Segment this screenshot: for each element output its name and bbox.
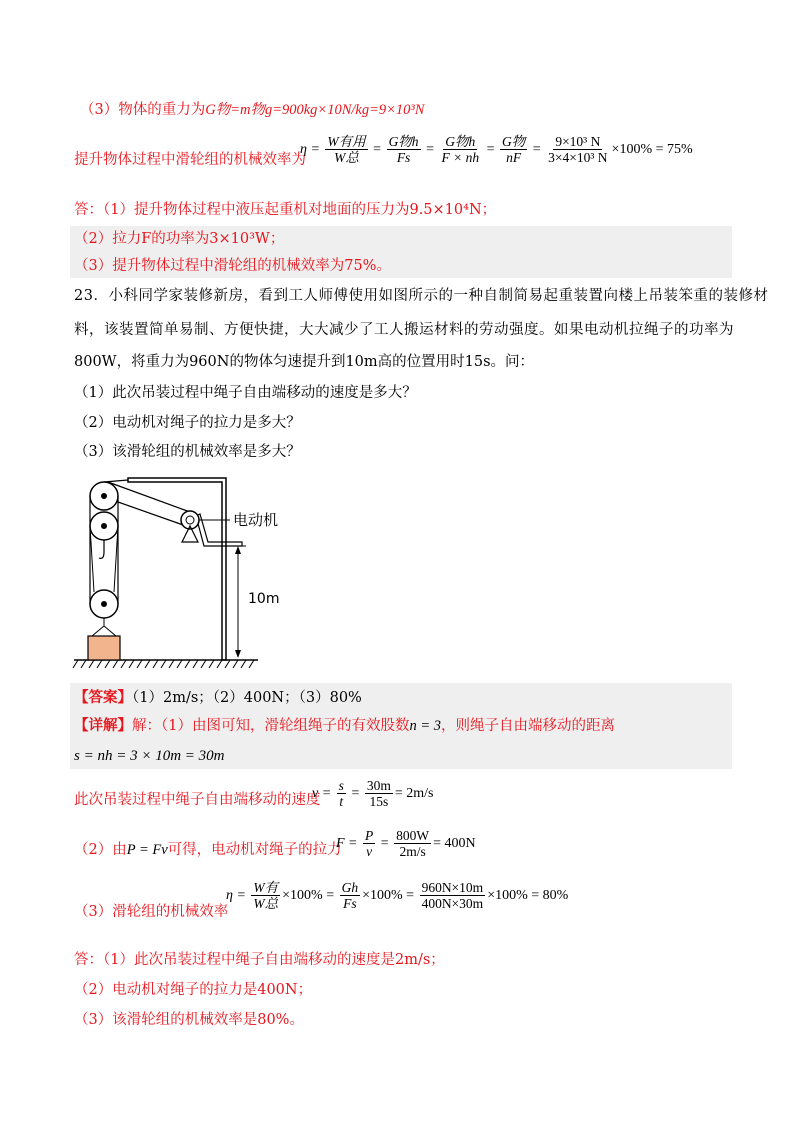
question-sub-2: （2）电动机对绳子的拉力是多大？: [74, 415, 301, 431]
velocity-formula: v = $\frac{s}{t}$ = $\frac{30m}{15s}$ = 2m/s: [312, 778, 434, 810]
prev-answer-1: 答：（1）提升物体过程中液压起重机对地面的压力为9.5×10⁴N；: [74, 202, 497, 218]
efficiency-formula: η = $\frac{\text{W有用}}{\text{W总}}$ = $\frac{\text{G物h}}{Fs}$ = $\frac{\text{G物h}}{F \times nh}$ = $\frac{\text{G物}}{nF}$ = $\frac{\text{9×10³ N}}{\text{3×4×10³ N}}$ ×100% = 75%: [300, 134, 693, 166]
ground-hatch: [73, 660, 254, 668]
frame: [128, 478, 226, 660]
detail-line: 【详解】解：（1）由图可知，滑轮组绳子的有效股数n = 3，则绳子自由端移动的距离: [74, 717, 616, 734]
final-answer-2: （2）电动机对绳子的拉力是400N；: [74, 982, 313, 998]
force-line: （2）由P = Fv可得，电动机对绳子的拉力: [74, 842, 342, 858]
question-sub-3: （3）该滑轮组的机械效率是多大？: [74, 444, 301, 460]
force-formula: F = $\frac{P}{v}$ = $\frac{800W}{2m/s}$ = 400N: [336, 828, 476, 860]
crane-pulley-figure: [70, 468, 350, 680]
final-answer-3: （3）该滑轮组的机械效率是80%。: [74, 1012, 304, 1028]
answer-line: 【答案】（1）2m/s；（2）400N；（3）80%: [74, 689, 362, 706]
prev-answer-2: （2）拉力F的功率为3×10³W；: [74, 231, 285, 247]
motor-label: 电动机: [233, 511, 279, 529]
velocity-label: 此次吊装过程中绳子自由端移动的速度: [74, 792, 321, 808]
height-label: 10m: [248, 591, 280, 607]
question-line-1: 23．小科同学家装修新房，看到工人师傅使用如图所示的一种自制简易起重装置向楼上吊装笨重的装修材: [74, 288, 769, 304]
weight-line: （3）物体的重力为G物=m物g=900kg×10N/kg=9×10³N: [80, 102, 425, 118]
efficiency2-label: （3）滑轮组的机械效率: [74, 904, 229, 920]
question-line-2: 料，该装置简单易制、方便快捷，大大减少了工人搬运材料的劳动强度。如果电动机拉绳子的功率为: [74, 322, 734, 338]
final-answer-1: 答：（1）此次吊装过程中绳子自由端移动的速度是2m/s；: [74, 952, 445, 968]
efficiency2-formula: η = $\frac{\text{W有}}{\text{W总}}$ ×100% = $\frac{Gh}{Fs}$ ×100% = $\frac{960N\times 10m}{400N\times 30m}$ ×100% = 80%: [226, 880, 569, 912]
load-block: [88, 636, 120, 660]
question-line-3: 800W，将重力为960N的物体匀速提升到10m高的位置用时15s。问：: [74, 354, 535, 370]
prev-answer-3: （3）提升物体过程中滑轮组的机械效率为75%。: [74, 258, 391, 274]
hook: [99, 540, 104, 558]
distance-equation: s = nh = 3 × 10m = 30m: [74, 748, 225, 764]
question-sub-1: （1）此次吊装过程中绳子自由端移动的速度是多大？: [74, 385, 417, 401]
efficiency-label: 提升物体过程中滑轮组的机械效率为: [74, 152, 306, 168]
